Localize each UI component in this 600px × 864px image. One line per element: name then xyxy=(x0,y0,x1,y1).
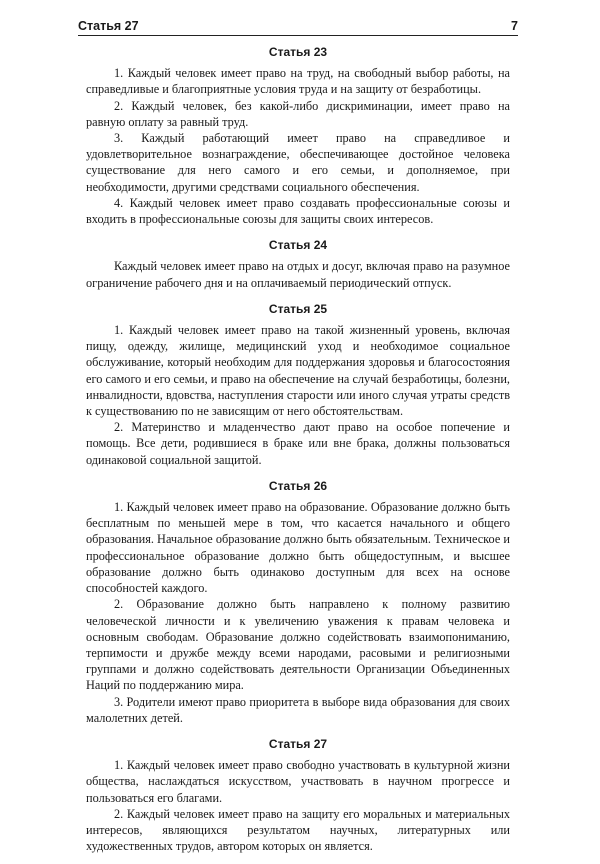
article-title: Статья 25 xyxy=(268,301,328,316)
paragraph: 1. Каждый человек имеет право на такой жизненный уровень, включая пищу, одежду, жилище, медицинский уход и необходимое социальное обслуживание, который необходим для поддержания здоровья и благосостояния его самого и его семьи, и право на обеспечение на случай безработицы, болезни, инвалидности, вдовства, наступления старости или иного случая утраты средств к существованию по не зависящим от него обстоятельствам. xyxy=(86,323,510,419)
article-title: Статья 23 xyxy=(268,45,328,59)
running-header xyxy=(78,14,518,36)
paragraph: 2. Каждый человек имеет право на защиту его моральных и материальных интересов, являющихся результатом научных, литературных или художественных трудов, автором которых он является. xyxy=(86,806,510,854)
article-title: Статья 26 xyxy=(268,478,328,493)
article-title: Статья 24 xyxy=(268,238,328,253)
article-title: Статья 27 xyxy=(268,736,328,751)
article-25 xyxy=(86,301,510,468)
paragraph: 2. Материнство и младенчество дают право на особое попечение и помощь. Все дети, родившиеся в браке или вне брака, должны пользоваться одинаковой социальной защитой. xyxy=(86,420,510,467)
paragraph: 1. Каждый человек имеет право свободно участвовать в культурной жизни общества, наслаждаться искусством, участвовать в научном прогрессе и пользоваться его благами. xyxy=(86,758,510,805)
paragraph: 3. Родители имеют право приоритета в выборе вида образования для своих малолетних детей. xyxy=(86,694,510,725)
article-24 xyxy=(86,237,510,291)
article-26 xyxy=(86,478,510,726)
page-number: 7 xyxy=(511,19,518,33)
article-23 xyxy=(86,44,510,227)
running-header-title: Статья 27 xyxy=(78,19,139,33)
paragraph: Каждый человек имеет право на отдых и досуг, включая право на разумное ограничение рабочего дня и на оплачиваемый периодический отпуск. xyxy=(86,259,510,290)
paragraph: 1. Каждый человек имеет право на труд, на свободный выбор работы, на справедливые и благоприятные условия труда и на защиту от безработицы. xyxy=(86,66,510,97)
paragraph: 4. Каждый человек имеет право создавать профессиональные союзы и входить в профессиональные союзы для защиты своих интересов. xyxy=(86,195,510,227)
page-body xyxy=(86,44,510,864)
paragraph: 3. Каждый работающий имеет право на справедливое и удовлетворительное вознаграждение, обеспечивающее достойное человека существование для него самого и его семьи, и дополняемое, при необходимости, другими средствами социального обеспечения. xyxy=(86,131,510,194)
paragraph: 2. Образование должно быть направлено к полному развитию человеческой личности и к увеличению уважения к правам человека и основным свободам. Образование должно содействовать взаимопониманию, терпимости и дружбе между всеми народами, расовыми и религиозными группами и должно содействовать деятельности Организации Объединенных Наций по поддержанию мира. xyxy=(86,597,510,693)
article-27 xyxy=(86,736,510,854)
paragraph: 1. Каждый человек имеет право на образование. Образование должно быть бесплатным по меньшей мере в том, что касается начального и общего образования. Начальное образование должно быть обязательным. Техническое и профессиональное образование должно быть общедоступным, и высшее образование должно быть одинаково доступным для всех на основе способностей каждого. xyxy=(86,500,510,596)
paragraph: 2. Каждый человек, без какой-либо дискриминации, имеет право на равную оплату за равный труд. xyxy=(86,98,510,129)
